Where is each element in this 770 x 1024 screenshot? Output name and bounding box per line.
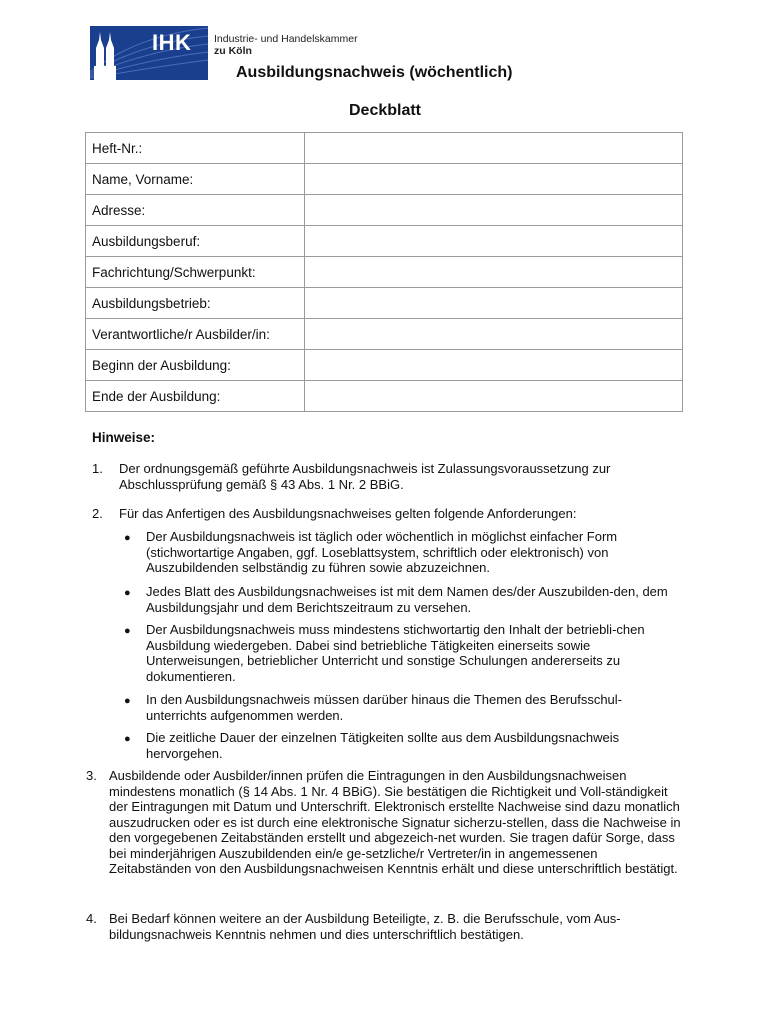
bullet-text: Der Ausbildungsnachweis muss mindestens stichwortartig den Inhalt der betriebli-chen Ausbildung wiedergeben. Dabei sind betriebliche Tätigkeiten einerseits sowie Unterweisungen, betrieblicher Unterricht und sonstige Schulungen andererseits zu dokumentieren. xyxy=(146,622,645,684)
field-label: Fachrichtung/Schwerpunkt: xyxy=(86,257,305,288)
field-value[interactable] xyxy=(305,350,683,381)
form-row xyxy=(86,288,683,319)
field-value[interactable] xyxy=(305,257,683,288)
field-value[interactable] xyxy=(305,195,683,226)
field-value[interactable] xyxy=(305,319,683,350)
field-value[interactable] xyxy=(305,226,683,257)
field-label: Name, Vorname: xyxy=(86,164,305,195)
bullet-icon: ● xyxy=(124,625,131,637)
form-row xyxy=(86,226,683,257)
note-number: 4. xyxy=(86,911,97,926)
document-title: Ausbildungsnachweis (wöchentlich) xyxy=(236,64,513,81)
field-label: Ende der Ausbildung: xyxy=(86,381,305,412)
bullet-icon: ● xyxy=(124,695,131,707)
notes-heading: Hinweise: xyxy=(92,430,156,445)
field-value[interactable] xyxy=(305,133,683,164)
field-label: Beginn der Ausbildung: xyxy=(86,350,305,381)
note-text: Der ordnungsgemäß geführte Ausbildungsnachweis ist Zulassungsvoraussetzung zur Abschlussprüfung gemäß § 43 Abs. 1 Nr. 2 BBiG. xyxy=(119,461,611,492)
bullet-text: Jedes Blatt des Ausbildungsnachweises ist mit dem Namen des/der Auszubilden-den, dem Ausbildungsjahr und dem Berichtszeitraum zu versehen. xyxy=(146,584,668,615)
bullet-text: In den Ausbildungsnachweis müssen darüber hinaus die Themen des Berufsschul-unterrichts aufgenommen werden. xyxy=(146,692,622,723)
document-subtitle: Deckblatt xyxy=(348,102,422,119)
note-number: 3. xyxy=(86,768,97,783)
field-label: Ausbildungsberuf: xyxy=(86,226,305,257)
cover-form-table xyxy=(85,132,683,412)
note-text: Ausbildende oder Ausbilder/innen prüfen die Eintragungen in den Ausbildungsnachweisen mindestens monatlich (§ 14 Abs. 1 Nr. 4 BBiG). Sie bestätigen die Richtigkeit und Voll-ständigkeit der Eintragungen mit Datum und Unterschrift. Elektronisch erstellte Nachweise sind dazu monatlich auszudrucken oder es ist durch eine elektronische Signatur sicherzu-stellen, dass die Nachweise in den vorgegebenen Zeitabständen erstellt und abgezeich-net wurden. Sie tragen dafür Sorge, dass bei minderjährigen Auszubildenden ein/e ge-setzliche/r Vertreter/in in angemessenen Zeitabständen von den Ausbildungsnachweisen Kenntnis erhält und diese unterschriftlich bestätigt. xyxy=(109,768,681,876)
field-label: Heft-Nr.: xyxy=(86,133,305,164)
bullet-icon: ● xyxy=(124,733,131,745)
org-name-line1: Industrie- und Handelskammer xyxy=(214,33,358,45)
bullet-text: Die zeitliche Dauer der einzelnen Tätigkeiten sollte aus dem Ausbildungsnachweis hervorgehen. xyxy=(146,730,620,761)
note-number: 1. xyxy=(92,461,103,476)
ihk-logo-mark xyxy=(90,26,208,80)
form-row xyxy=(86,195,683,226)
note-text: Für das Anfertigen des Ausbildungsnachweises gelten folgende Anforderungen: xyxy=(119,506,577,521)
bullet-icon: ● xyxy=(124,587,131,599)
form-row xyxy=(86,381,683,412)
form-row xyxy=(86,257,683,288)
logo-abbr: IHK xyxy=(152,30,192,55)
form-row xyxy=(86,319,683,350)
field-value[interactable] xyxy=(305,288,683,319)
bullet-text: Der Ausbildungsnachweis ist täglich oder wöchentlich in möglichst einfacher Form (stichwortartige Angaben, ggf. Loseblattsystem, schriftlich oder elektronisch) von Auszubildenden selbständig zu führen sowie abzuzeichnen. xyxy=(146,529,618,575)
note-number: 2. xyxy=(92,506,103,521)
form-row xyxy=(86,350,683,381)
note-text: Bei Bedarf können weitere an der Ausbildung Beteiligte, z. B. die Berufsschule, vom Aus-bildungsnachweis Kenntnis nehmen und dies unterschriftlich bestätigen. xyxy=(109,911,621,942)
field-value[interactable] xyxy=(305,381,683,412)
form-row xyxy=(86,164,683,195)
form-row xyxy=(86,133,683,164)
org-name-line2: zu Köln xyxy=(214,45,252,57)
bullet-icon: ● xyxy=(124,532,131,544)
field-label: Adresse: xyxy=(86,195,305,226)
field-label: Verantwortliche/r Ausbilder/in: xyxy=(86,319,305,350)
field-value[interactable] xyxy=(305,164,683,195)
field-label: Ausbildungsbetrieb: xyxy=(86,288,305,319)
